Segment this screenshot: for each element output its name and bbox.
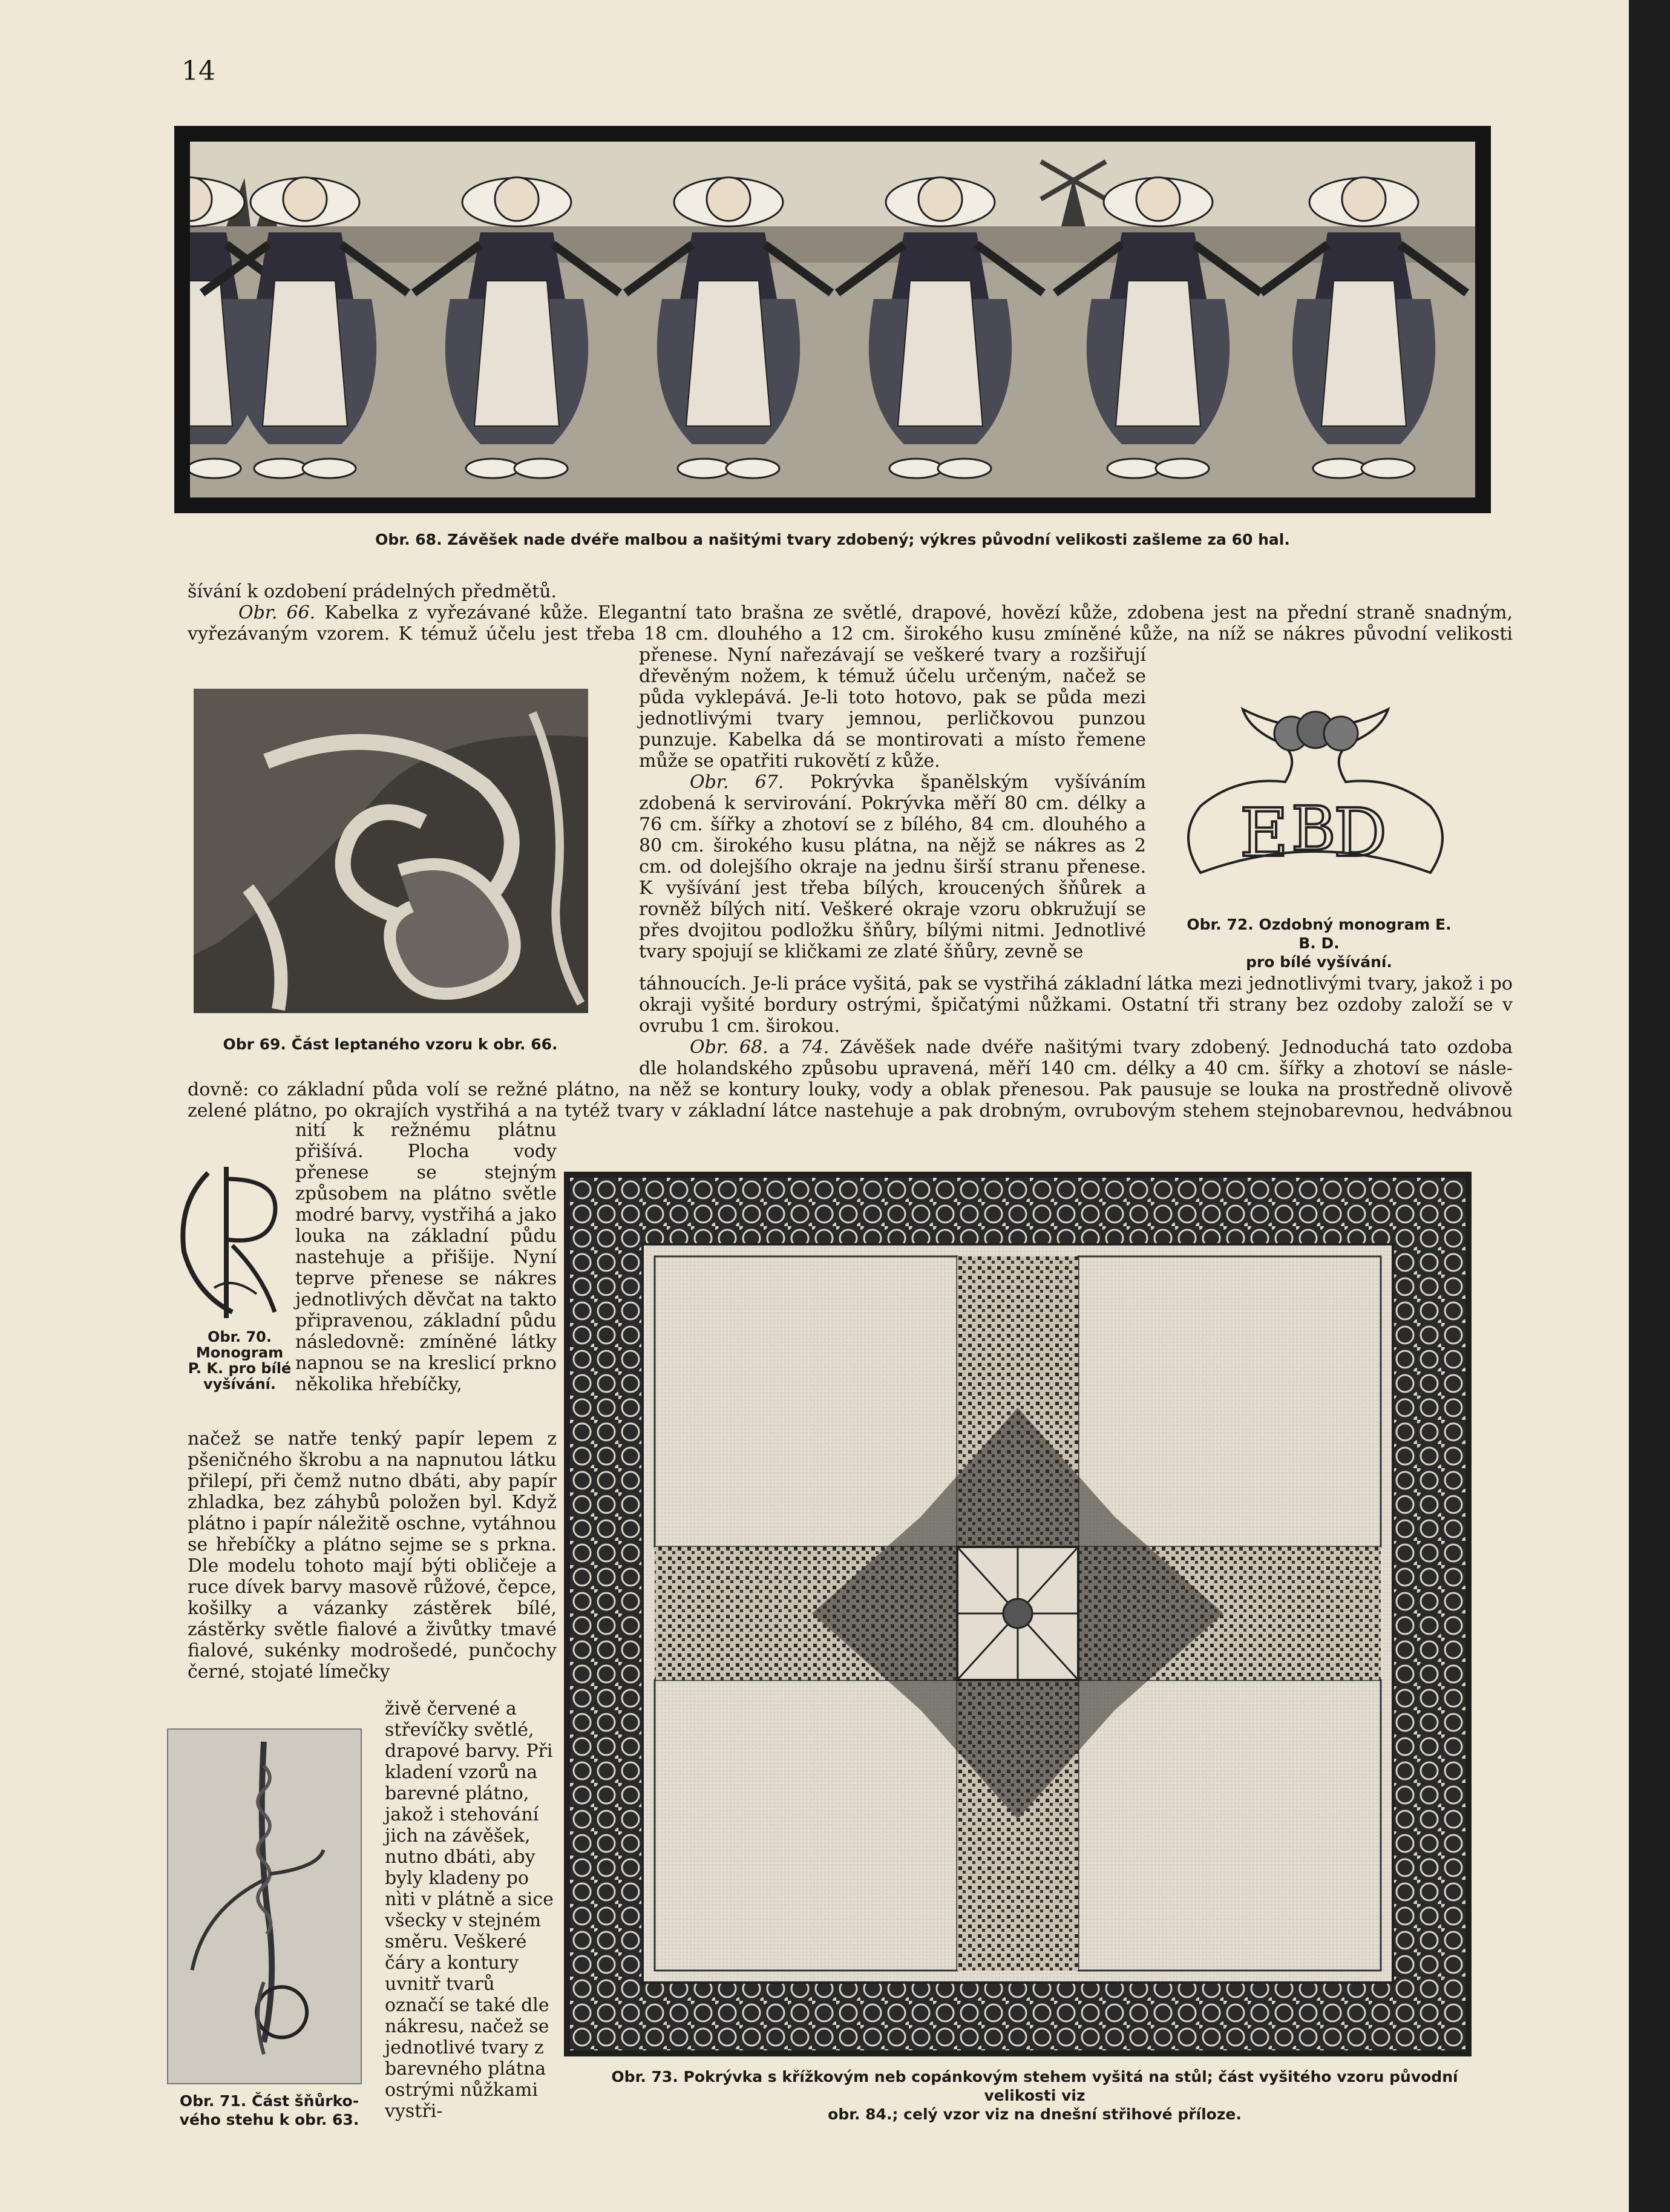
figure-72-caption bbox=[1180, 915, 1458, 971]
figure-70-caption-line4: vyšívání. bbox=[203, 1376, 277, 1393]
paragraph-obr-68-line3: dovně: co základní půda volí se režné plátno, na něž se kontury louky, vody a oblak přenesou. Pak pausuje se louka na prostředně olivově bbox=[188, 1079, 1513, 1100]
monogram-pk-drawing bbox=[172, 1155, 283, 1324]
figure-72-caption-line1: Obr. 72. Ozdobný monogram E. B. D. bbox=[1187, 916, 1452, 952]
figure-72-monogram bbox=[1176, 691, 1455, 909]
obr-68-and: a bbox=[768, 1037, 801, 1058]
paragraph-obr-67-wide bbox=[639, 973, 1513, 1079]
figure-72-caption-line2: pro bílé vyšívání. bbox=[1246, 953, 1392, 971]
paragraph-narrow-top bbox=[295, 1120, 557, 1395]
leather-pattern-illustration bbox=[194, 689, 588, 1013]
page-number: 14 bbox=[182, 56, 215, 87]
paragraph-obr-66-rest bbox=[639, 645, 1146, 962]
figure-73-caption bbox=[581, 2067, 1488, 2124]
paragraph-middle-text: načež se natře tenký papír lepem z pšeničného škrobu a na napnutou látku přilepí, při čemž nutno dbáti, aby papír zhladka, bez záhybů položen byl. Když plátno i papír náležitě oschne, vytáhnou se hřebíčky a plátno sejme se s prkna. Dle modelu tohoto mají býti obličeje a ruce dívek barvy masově růžové, čepce, košilky a vázanky zástěrek bílé, zástěrky světle fialové a živůtky tmavé fialové, sukénky modrošedé, punčochy černé, stojaté límečky bbox=[188, 1428, 557, 1682]
figure-ref-67: Obr. 67. bbox=[690, 772, 784, 793]
svg-text:D: D bbox=[1334, 794, 1387, 871]
figure-69-image bbox=[194, 689, 588, 1013]
figure-71-caption-line2: vého stehu k obr. 63. bbox=[179, 2111, 359, 2128]
paragraph-obr-68-line4: zelené plátno, po okrajích vystřihá a na tytéž tvary v základní látce nastehuje a pak drobným, ovrubovým stehem stejnobarevnou, hedvábnou bbox=[188, 1100, 1513, 1121]
paragraph-continuation: šívání k ozdobení prádelných předmětů. bbox=[188, 581, 557, 602]
paragraph-obr-66-top bbox=[188, 602, 1513, 645]
figure-ref-68: Obr. 68. bbox=[690, 1037, 768, 1058]
figure-68-caption: Obr. 68. Závěšek nade dvéře malbou a našitými tvary zdobený; výkres původní velikosti zašleme za 60 hal. bbox=[375, 531, 1290, 548]
cord-stitch-illustration bbox=[168, 1730, 361, 2083]
figure-ref-74: 74. bbox=[800, 1037, 830, 1058]
svg-text:B: B bbox=[1291, 793, 1336, 864]
paragraph-middle bbox=[188, 1428, 557, 1682]
paragraph-obr-68-line1: Závěšek nade dvéře našitými tvary zdobený. Jednoduchá tato ozdoba bbox=[829, 1037, 1513, 1058]
figure-73-tablecloth bbox=[564, 1172, 1472, 2056]
figure-68-illustration bbox=[174, 126, 1491, 513]
figure-73-caption-line2: obr. 84.; celý vzor viz na dnešní střihové příloze. bbox=[828, 2105, 1242, 2123]
paragraph-obr-66-rest-text: přenese. Nyní nařezávají se veškeré tvary a rozšiřují dřevěným nožem, k témuž účelu určeným, načež se půda vyklepává. Je-li toto hotovo, pak se půda mezi jednotlivými tvary jemnou, perličkovou punzou punzuje. Kabelka dá se montirovati a místo řemene může se opatřiti rukovětí z kůže. bbox=[639, 645, 1146, 772]
paragraph-obr-66-line2: vyřezávaným vzorem. K témuž účelu jest třeba 18 cm. dlouhého a 12 cm. širokého kusu zmíněné kůže, na níž se nákres původní velikosti bbox=[188, 623, 1513, 645]
dutch-girls-illustration bbox=[190, 142, 1475, 497]
paragraph-obr-67-col: Pokrývka španělským vyšíváním zdobená k servirování. Pokrývka měří 80 cm. délky a 76 cm. šířky a zhotoví se z bílého, 84 cm. dlouhého a 80 cm. širokého kusu plátna, na nějž se nákres as 2 cm. od dolejšího okraje na jednu širší stranu přenese. K vyšívání jest třeba bílých, kroucených šňůrek a rovněž bílých nití. Veškeré okraje vzoru obkružují se přes dvojitou podložku šňůry, bílými nitmi. Jednotlivé tvary spojují se kličkami ze zlaté šňůry, zevně se bbox=[639, 772, 1146, 962]
figure-70-caption-line1: Obr. 70. bbox=[208, 1328, 272, 1345]
figure-70-caption-line3: P. K. pro bílé bbox=[188, 1360, 292, 1377]
page-edge-shadow bbox=[1629, 0, 1670, 2212]
monogram-ebd-drawing bbox=[1176, 691, 1455, 909]
paragraph-narrow-bottom bbox=[385, 1698, 557, 2122]
figure-71-caption-line1: Obr. 71. Část šňůrko- bbox=[179, 2092, 359, 2110]
paragraph-obr-67-wide-text: táhnoucích. Je-li práce vyšitá, pak se vystřihá základní látka mezi jednotlivými tvary, jakož i po okraji vyšité bordury ostrými, špičatými nůžkami. Ostatní tři strany bez ozdoby založí se v ovrubu 1 cm. širokou. bbox=[639, 973, 1513, 1037]
figure-70-monogram bbox=[172, 1155, 283, 1324]
paragraph-obr-68-line2: dle holandského způsobu upravená, měří 140 cm. délky a 40 cm. šířky a zhotoví se násle- bbox=[639, 1058, 1513, 1079]
paragraph-obr-66-line1: Kabelka z vyřezávané kůže. Elegantní tato brašna ze světlé, drapové, hovězí kůže, zdobena jest na přední straně snadným, bbox=[315, 602, 1513, 623]
paragraph-narrow-bottom-text: živě červené a střevíčky světlé, drapové barvy. Při kladení vzorů na barevné plátno, jakož i stehování jich na závěšek, nutno dbáti, aby byly kladeny po nìti v plátně a sice všecky v stejném směru. Veškeré čáry a kontury uvnitř tvarů označí se také dle nákresu, načež se jednotlivé tvary z barevného plátna ostrými nůžkami vystři- bbox=[385, 1698, 554, 2122]
figure-ref-66: Obr. 66. bbox=[238, 602, 316, 623]
paragraph-obr-68-full bbox=[188, 1079, 1513, 1121]
figure-69-caption: Obr 69. Část leptaného vzoru k obr. 66. bbox=[223, 1035, 558, 1053]
figure-71-image bbox=[167, 1728, 362, 2084]
figure-73-caption-line1: Obr. 73. Pokrývka s křížkovým neb copánkovým stehem vyšitá na stůl; část vyšitého vzoru původní velikosti viz bbox=[611, 2068, 1458, 2104]
figure-70-caption bbox=[179, 1329, 300, 1392]
tablecloth-illustration bbox=[570, 1178, 1465, 2050]
figure-70-caption-line2: Monogram bbox=[195, 1344, 284, 1361]
paragraph-narrow-top-text: nití k režnému plátnu přišívá. Plocha vody přenese se stejným způsobem na plátno světle modré barvy, vystřihá a jako louka na základní půdu nastehuje a přišije. Nyní teprve přenese se nákres jednotlivých děvčat na takto připravenou, základní půdu následovně: zmíněné látky napnou se na kreslicí prkno několika hřebíčky, bbox=[295, 1120, 557, 1395]
figure-71-caption bbox=[169, 2092, 369, 2129]
svg-text:E: E bbox=[1240, 794, 1289, 871]
